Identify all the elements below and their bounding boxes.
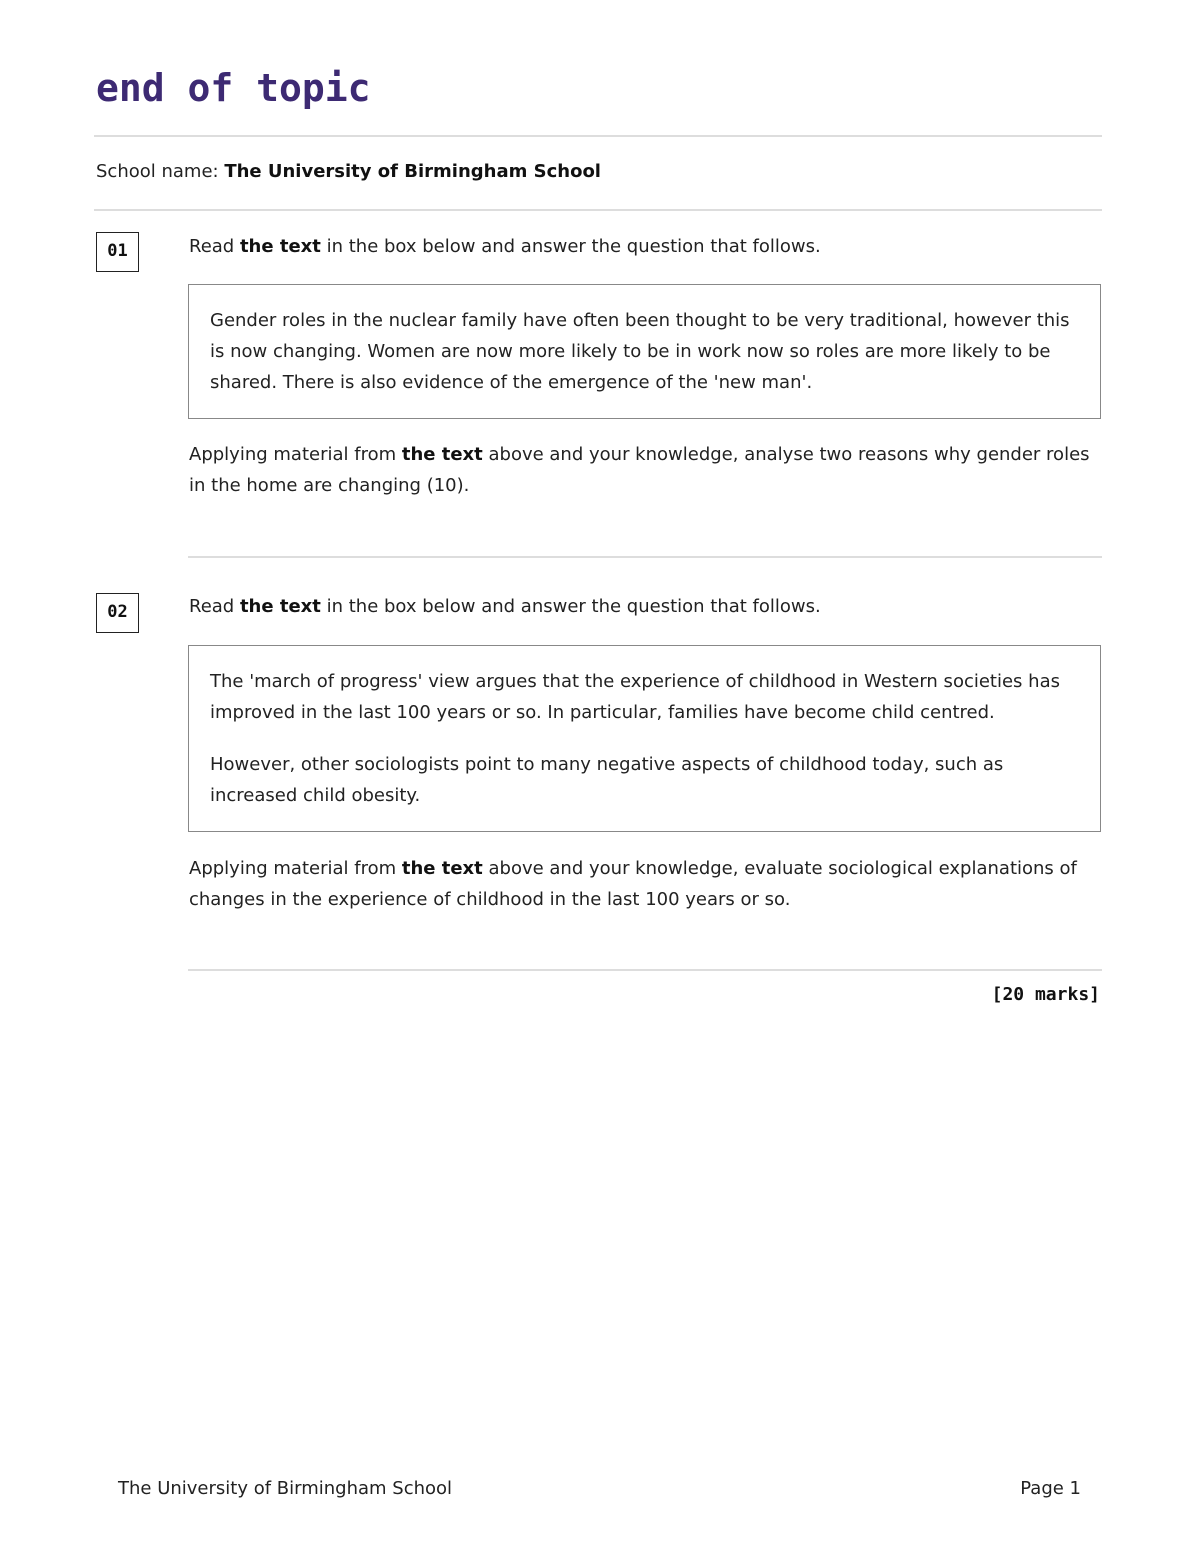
question-task xyxy=(189,853,1104,915)
intro-text: Read xyxy=(189,236,240,257)
task-emphasis: the text xyxy=(401,444,483,465)
divider xyxy=(188,969,1102,971)
intro-text: in the box below and answer the question that follows. xyxy=(320,596,821,617)
intro-emphasis: the text xyxy=(239,236,321,257)
question-number: 02 xyxy=(96,593,139,633)
intro-text: in the box below and answer the question that follows. xyxy=(320,236,821,257)
question-task xyxy=(189,439,1104,501)
divider xyxy=(94,209,1102,211)
task-text: Applying material from xyxy=(189,858,402,879)
question-intro xyxy=(189,231,1104,262)
divider xyxy=(188,556,1102,558)
question-number: 01 xyxy=(96,232,139,272)
page-title: end of topic xyxy=(96,66,371,110)
page-number: Page 1 xyxy=(1020,1478,1081,1499)
school-name: The University of Birmingham School xyxy=(224,161,601,182)
source-paragraph: However, other sociologists point to many negative aspects of childhood today, such as increased child obesity. xyxy=(210,754,1004,806)
school-label: School name: xyxy=(96,161,225,182)
intro-text: Read xyxy=(189,596,240,617)
source-text-box xyxy=(188,284,1101,419)
footer-school: The University of Birmingham School xyxy=(118,1478,453,1499)
question-intro xyxy=(189,591,1104,622)
task-text: above and your knowledge, evaluate sociological explanations of changes in the experience of childhood in the last 100 years or so. xyxy=(189,858,1077,910)
intro-emphasis: the text xyxy=(239,596,321,617)
task-text: Applying material from xyxy=(189,444,402,465)
source-paragraph: The 'march of progress' view argues that the experience of childhood in Western societies has improved in the last 100 years or so. In particular, families have become child centred. xyxy=(210,671,1060,723)
divider xyxy=(94,135,1102,137)
source-text-box xyxy=(188,645,1101,832)
task-emphasis: the text xyxy=(401,858,483,879)
school-name-line xyxy=(96,161,601,182)
task-text: above and your knowledge, analyse two reasons why gender roles in the home are changing (10). xyxy=(189,444,1090,496)
marks-total: [20 marks] xyxy=(991,984,1100,1005)
source-paragraph: Gender roles in the nuclear family have often been thought to be very traditional, however this is now changing. Women are now more likely to be in work now so roles are more likely to be shared. There is also evidence of the emergence of the 'new man'. xyxy=(210,310,1070,393)
